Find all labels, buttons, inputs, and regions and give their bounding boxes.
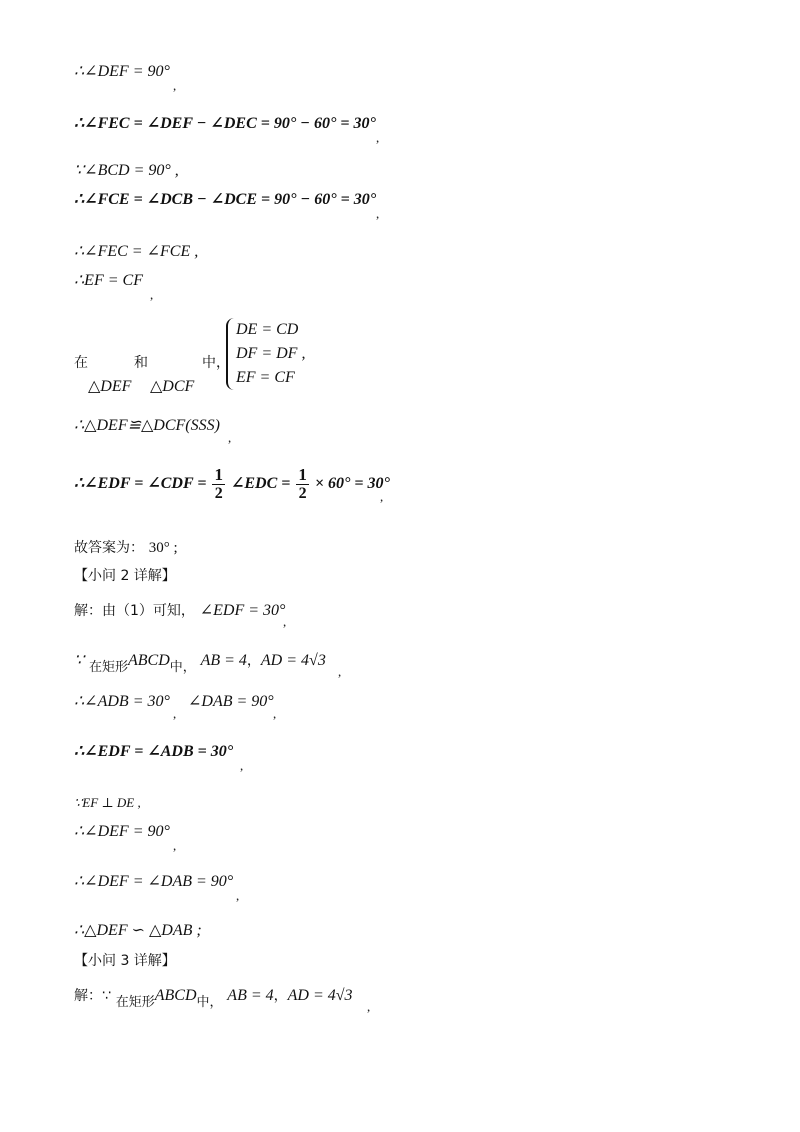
word-zhong: 中，	[202, 355, 230, 371]
word-he: 和	[134, 355, 148, 371]
line-16	[74, 793, 141, 813]
solution-prefix-2: 解：由（1）可知，	[74, 603, 195, 619]
comma-12: ,	[283, 614, 287, 629]
rect-name-1: ABCD	[127, 652, 170, 669]
stmt-def-dab: ∴∠DEF = ∠DAB = 90°	[74, 873, 234, 890]
fraction-half-1	[212, 466, 225, 503]
comma-14a: ,	[173, 706, 177, 721]
solution-prefix-3: 解：∵	[74, 988, 111, 1004]
system-eq-1: DE = CD	[236, 321, 299, 338]
fraction-half-2	[296, 466, 309, 503]
stmt-fec-calc: ∴∠FEC = ∠DEF − ∠DEC = 90° − 60° = 30°	[74, 115, 376, 132]
stmt-fec-eq-fce: ∴∠FEC = ∠FCE ,	[74, 243, 199, 260]
fraction-den-2: 2	[298, 484, 307, 502]
word-zai: 在	[74, 355, 88, 371]
stmt-bcd-90: ∵∠BCD = 90° ,	[74, 162, 179, 179]
stmt-fce-calc: ∴∠FCE = ∠DCB − ∠DCE = 90° − 60° = 30°	[74, 191, 377, 208]
fullwidth-comma-21: ，	[273, 988, 288, 1004]
line-5	[74, 242, 198, 262]
system-eq-2: DF = DF ,	[236, 345, 306, 362]
stmt-ef-eq-cf: ∴EF = CF	[74, 272, 143, 289]
stmt-edf-30: ∠EDF = 30°	[199, 602, 286, 619]
stmt-edf-pre: ∴∠EDF = ∠CDF =	[74, 475, 207, 492]
comma-9: ,	[380, 489, 384, 504]
triangle-def: △DEF	[88, 378, 132, 395]
ad-equals-4sqrt3-b: AD = 4√3	[287, 987, 353, 1004]
line-13	[74, 650, 326, 678]
rect-in-2: 中，	[196, 995, 223, 1010]
fraction-num-1: 1	[214, 464, 223, 484]
triangle-dcf: △DCF	[150, 378, 195, 395]
comma-21: ,	[367, 999, 371, 1014]
comma-8: ,	[228, 430, 232, 445]
fraction-num-2: 1	[298, 464, 307, 484]
system-eq-3: EF = CF	[236, 369, 295, 386]
line-8	[74, 416, 220, 436]
line-10	[74, 537, 178, 558]
answer-value: 30° ;	[148, 540, 178, 556]
rect-name-2: ABCD	[154, 987, 197, 1004]
rect-label-2: 在矩形	[115, 995, 155, 1010]
line-18	[74, 872, 233, 892]
stmt-def-90-b: ∴∠DEF = 90°	[74, 823, 170, 840]
line-4	[74, 190, 376, 210]
comma-13: ,	[338, 664, 342, 679]
rect-in-1: 中，	[169, 660, 196, 675]
line-12	[74, 600, 285, 621]
comma-6: ,	[150, 287, 154, 302]
comma-1: ,	[173, 78, 177, 93]
line-3	[74, 161, 179, 181]
stmt-edf-mid: ∠EDC =	[230, 475, 291, 492]
stmt-adb-30: ∴∠ADB = 30°	[74, 693, 170, 710]
stmt-edf-post: × 60° = 30°	[314, 475, 390, 492]
stmt-edf-adb: ∴∠EDF = ∠ADB = 30°	[74, 743, 234, 760]
line-9	[74, 464, 390, 504]
line-2	[74, 114, 376, 134]
line-17	[74, 822, 170, 842]
line-14	[74, 692, 170, 712]
section-2-header: 【小问 2 详解】	[74, 568, 176, 584]
because-symbol-13: ∵	[74, 652, 85, 669]
line-19	[74, 921, 202, 941]
line-15	[74, 742, 233, 762]
line-21	[74, 985, 353, 1013]
fraction-den-1: 2	[214, 484, 223, 502]
comma-4: ,	[376, 206, 380, 221]
line-6	[74, 271, 143, 291]
section-3-header: 【小问 3 详解】	[74, 953, 176, 969]
stmt-ef-perp-de: ∵EF ⊥ DE ,	[74, 795, 141, 810]
comma-14b: ,	[273, 706, 277, 721]
comma-18: ,	[236, 888, 240, 903]
answer-label: 故答案为：	[74, 540, 144, 556]
rect-label-1: 在矩形	[88, 660, 128, 675]
line-1	[74, 62, 170, 82]
stmt-dab-90: ∠DAB = 90°	[188, 693, 274, 710]
stmt-def-90: ∴∠DEF = 90°	[74, 63, 170, 80]
comma-2: ,	[376, 130, 380, 145]
fullwidth-comma-13: ，	[246, 653, 261, 669]
ab-equals-4-b: AB = 4	[227, 987, 274, 1004]
ab-equals-4: AB = 4	[200, 652, 247, 669]
comma-15: ,	[240, 758, 244, 773]
comma-17: ,	[173, 838, 177, 853]
ad-equals-4sqrt3: AD = 4√3	[260, 652, 326, 669]
equation-system	[226, 318, 305, 390]
stmt-similar: ∴△DEF ∽ △DAB ;	[74, 922, 202, 939]
stmt-congruent: ∴△DEF≌△DCF(SSS)	[74, 417, 220, 434]
